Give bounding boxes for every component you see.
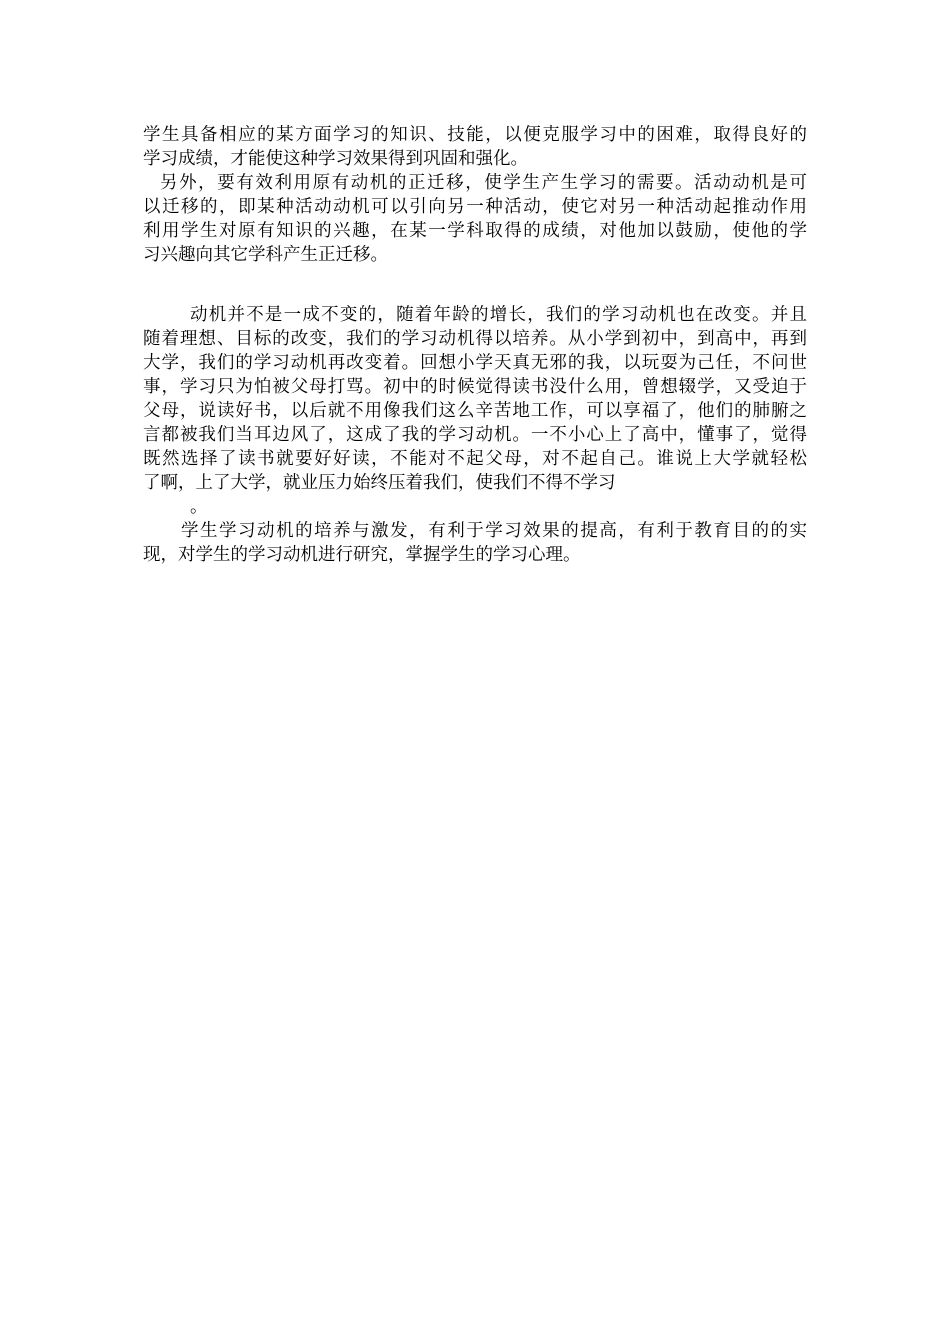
paragraph-line: 学习成绩，才能使这种学习效果得到巩固和强化。	[143, 149, 528, 169]
paragraph-line: 父母，说读好书，以后就不用像我们这么辛苦地工作，可以享福了，他们的肺腑之	[143, 401, 807, 421]
paragraph-line: 习兴趣向其它学科产生正迁移。	[143, 245, 388, 265]
paragraph-spacer	[143, 267, 807, 291]
paragraph-line: 利用学生对原有知识的兴趣，在某一学科取得的成绩，对他加以鼓励，使他的学	[143, 221, 807, 241]
paragraph-3	[143, 303, 807, 519]
paragraph-1	[143, 123, 807, 171]
paragraph-line: 了啊，上了大学，就业压力始终压着我们，使我们不得不学习	[143, 473, 616, 493]
paragraph-line: 随着理想、目标的改变，我们的学习动机得以培养。从小学到初中，到高中，再到	[143, 329, 807, 349]
paragraph-line: 另外，要有效利用原有动机的正迁移，使学生产生学习的需要。活动动机是可	[160, 173, 807, 193]
paragraph-line: 既然选择了读书就要好好读，不能对不起父母，对不起自己。谁说上大学就轻松	[143, 449, 807, 469]
paragraph-2	[143, 171, 807, 267]
paragraph-line: 事，学习只为怕被父母打骂。初中的时候觉得读书没什么用，曾想辍学，又受迫于	[143, 377, 807, 397]
paragraph-line: 现，对学生的学习动机进行研究，掌握学生的学习心理。	[143, 545, 581, 565]
paragraph-line: 以迁移的，即某种活动动机可以引向另一种活动，使它对另一种活动起推动作用	[143, 197, 807, 217]
paragraph-4	[143, 519, 807, 567]
paragraph-line: 言都被我们当耳边风了，这成了我的学习动机。一不小心上了高中，懂事了，觉得	[143, 425, 807, 445]
paragraph-line: 动机并不是一成不变的，随着年龄的增长，我们的学习动机也在改变。并且	[190, 305, 807, 325]
paragraph-line: 学生具备相应的某方面学习的知识、技能，以便克服学习中的困难，取得良好的	[143, 125, 807, 145]
paragraph-line: 。	[190, 497, 208, 517]
paragraph-line: 大学，我们的学习动机再改变着。回想小学天真无邪的我，以玩耍为己任，不问世	[143, 353, 807, 373]
document-body	[143, 123, 807, 567]
paragraph-line: 学生学习动机的培养与激发，有利于学习效果的提高，有利于教育目的的实	[181, 521, 807, 541]
